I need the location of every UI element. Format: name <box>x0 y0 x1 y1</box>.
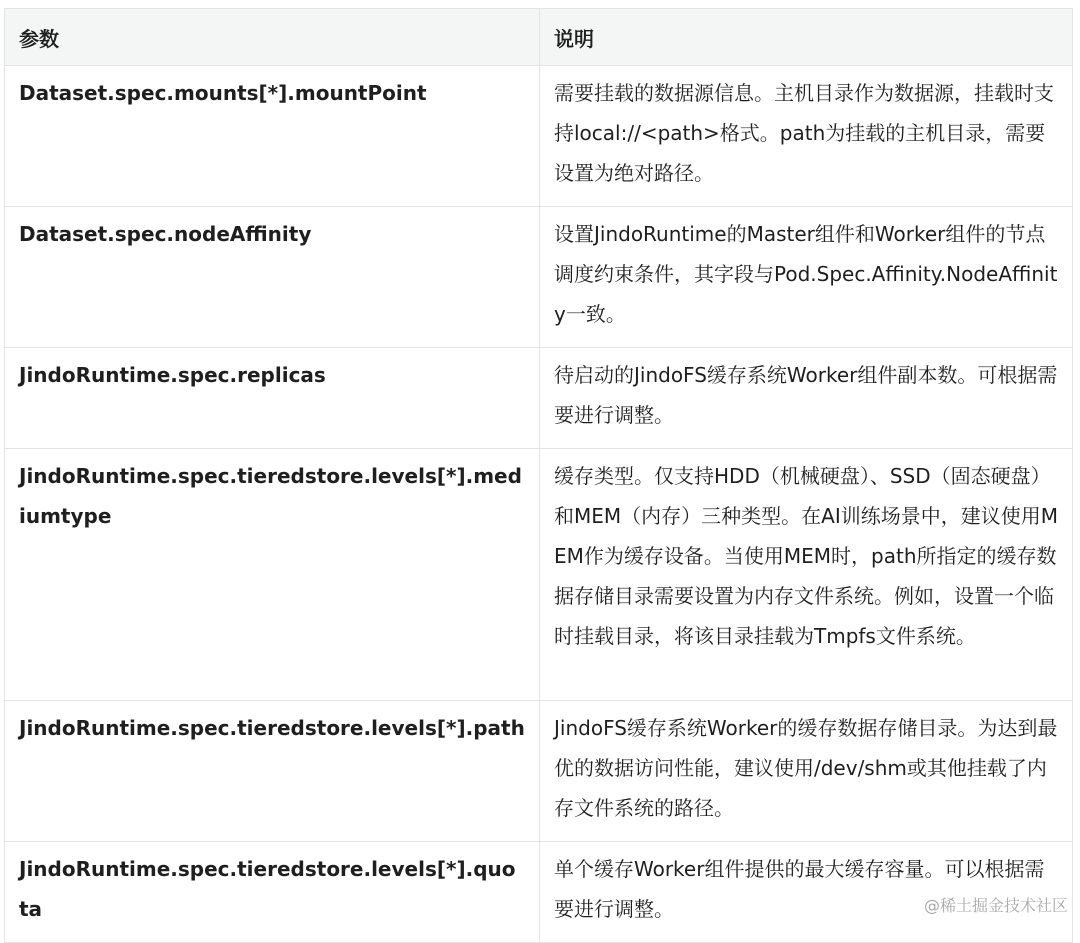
param-cell: Dataset.spec.mounts[*].mountPoint <box>5 66 540 207</box>
parameter-table <box>4 8 1073 943</box>
desc-cell: 设置JindoRuntime的Master组件和Worker组件的节点调度约束条件，其字段与Pod.Spec.Affinity.NodeAffinity一致。 <box>540 207 1073 348</box>
param-cell: Dataset.spec.nodeAffinity <box>5 207 540 348</box>
table-row <box>5 449 1073 701</box>
desc-cell: 缓存类型。仅支持HDD（机械硬盘）、SSD（固态硬盘）和MEM（内存）三种类型。在AI训练场景中，建议使用MEM作为缓存设备。当使用MEM时，path所指定的缓存数据存储目录需要设置为内存文件系统。例如，设置一个临时挂载目录，将该目录挂载为Tmpfs文件系统。 <box>540 449 1073 701</box>
param-cell: JindoRuntime.spec.replicas <box>5 348 540 449</box>
table-row <box>5 842 1073 943</box>
desc-cell: JindoFS缓存系统Worker的缓存数据存储目录。为达到最优的数据访问性能，建议使用/dev/shm或其他挂载了内存文件系统的路径。 <box>540 701 1073 842</box>
header-param: 参数 <box>5 9 540 66</box>
header-desc: 说明 <box>540 9 1073 66</box>
table-row <box>5 207 1073 348</box>
desc-cell: 待启动的JindoFS缓存系统Worker组件副本数。可根据需要进行调整。 <box>540 348 1073 449</box>
desc-cell: 单个缓存Worker组件提供的最大缓存容量。可以根据需要进行调整。 <box>540 842 1073 943</box>
table-row <box>5 701 1073 842</box>
table-header <box>5 9 1073 66</box>
table-row <box>5 66 1073 207</box>
watermark: @稀土掘金技术社区 <box>923 896 1068 915</box>
param-cell: JindoRuntime.spec.tieredstore.levels[*].path <box>5 701 540 842</box>
param-cell: JindoRuntime.spec.tieredstore.levels[*].quota <box>5 842 540 943</box>
table-body <box>5 66 1073 943</box>
table-row <box>5 348 1073 449</box>
param-cell: JindoRuntime.spec.tieredstore.levels[*].mediumtype <box>5 449 540 701</box>
table-header-row <box>5 9 1073 66</box>
desc-cell: 需要挂载的数据源信息。主机目录作为数据源，挂载时支持local://<path>格式。path为挂载的主机目录，需要设置为绝对路径。 <box>540 66 1073 207</box>
